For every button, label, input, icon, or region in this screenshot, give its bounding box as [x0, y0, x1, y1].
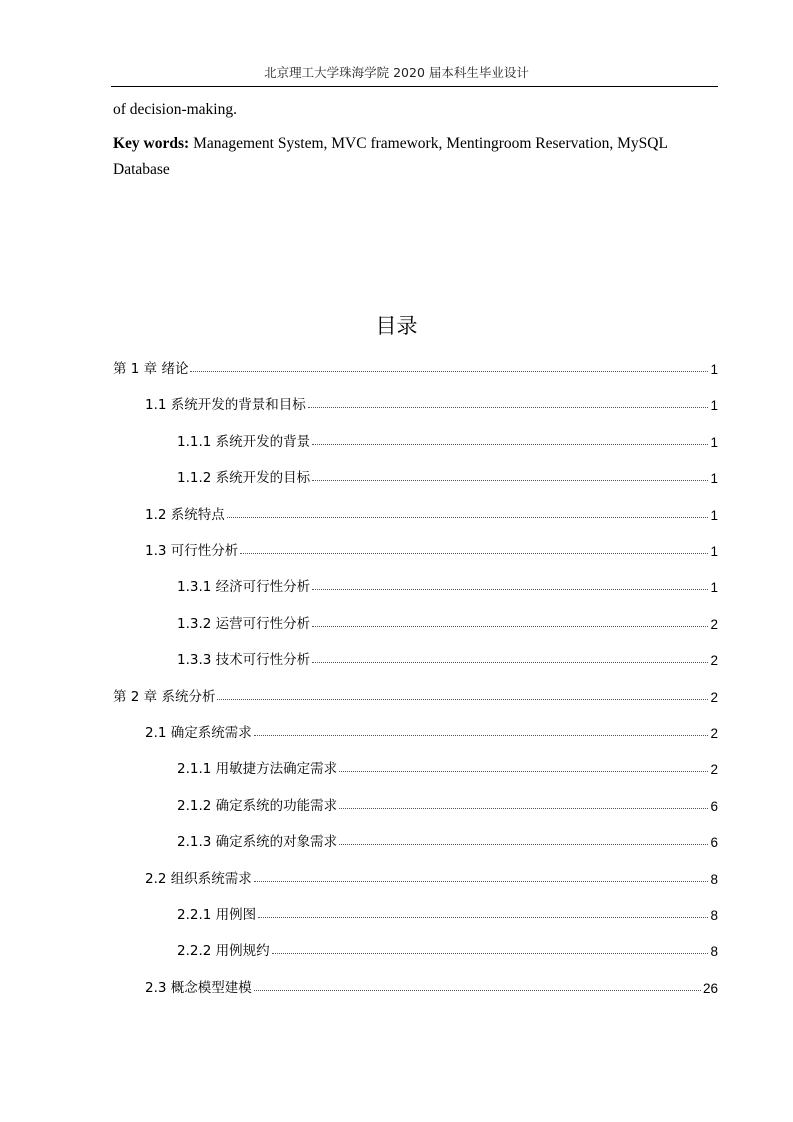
toc-dot-leader	[339, 771, 708, 772]
toc-entry-title: 第 1 章 绪论	[113, 361, 189, 377]
toc-entry-page: 1	[710, 398, 718, 414]
keywords-paragraph	[113, 131, 713, 183]
toc-dot-leader	[339, 844, 708, 845]
toc-dot-leader	[240, 553, 708, 554]
toc-dot-leader	[312, 444, 708, 445]
toc-entry-title: 1.2 系统特点	[145, 506, 225, 523]
toc-entry[interactable]	[113, 683, 718, 705]
header-rule	[111, 86, 718, 87]
toc-dot-leader	[308, 407, 709, 408]
toc-entry[interactable]	[177, 428, 718, 450]
toc-entry-page: 1	[710, 507, 718, 523]
toc-entry-page: 2	[710, 689, 718, 705]
toc-dot-leader	[190, 371, 708, 372]
toc-entry[interactable]	[113, 355, 718, 377]
toc-entry-page: 1	[710, 580, 718, 596]
abstract-tail: of decision-making.	[113, 101, 237, 118]
toc-entry-page: 2	[710, 726, 718, 741]
keywords-label: Key words:	[113, 135, 190, 152]
toc-entry-page: 26	[702, 980, 718, 996]
keywords-text: Management System, MVC framework, Mentingroom Reservation, MySQL Database	[113, 135, 668, 178]
toc-dot-leader	[254, 735, 709, 736]
toc-entry-title: 1.3 可行性分析	[145, 543, 239, 559]
toc-dot-leader	[258, 917, 708, 918]
toc-entry-page: 8	[710, 871, 718, 887]
toc-entry-title: 2.2.1 用例图	[177, 907, 257, 923]
toc-entry-page: 6	[710, 835, 718, 851]
toc-entry-page: 1	[710, 434, 718, 450]
toc-entry-page: 1	[710, 362, 718, 377]
toc-entry-page: 1	[710, 544, 718, 559]
toc-dot-leader	[254, 881, 709, 882]
toc-entry[interactable]	[177, 792, 718, 814]
page-header: 北京理工大学珠海学院 2020 届本科生毕业设计	[264, 65, 529, 80]
toc-entry-title: 2.1.1 用敏捷方法确定需求	[177, 761, 338, 778]
toc-title: 目录	[375, 314, 418, 338]
toc-entry[interactable]	[177, 828, 718, 850]
toc-entry-title: 2.1 确定系统需求	[145, 725, 252, 741]
toc-entry-title: 2.3 概念模型建模	[145, 979, 252, 996]
toc-dot-leader	[312, 662, 708, 663]
toc-dot-leader	[254, 990, 701, 991]
toc-entry-page: 8	[710, 944, 718, 960]
toc-entry-title: 2.2.2 用例规约	[177, 943, 270, 960]
toc-dot-leader	[339, 808, 708, 809]
toc-entry[interactable]	[177, 937, 718, 959]
toc-entry-page: 1	[710, 471, 718, 487]
toc-entry-title: 2.2 组织系统需求	[145, 870, 252, 887]
toc-entry-title: 第 2 章 系统分析	[113, 688, 216, 705]
toc-entry[interactable]	[177, 755, 718, 777]
toc-entry[interactable]	[145, 974, 718, 996]
toc-dot-leader	[272, 953, 709, 954]
toc-entry-page: 6	[710, 798, 718, 814]
toc-entry[interactable]	[177, 573, 718, 595]
toc-entry[interactable]	[177, 610, 718, 632]
toc-entry-title: 1.1.1 系统开发的背景	[177, 433, 311, 450]
toc-entry-title: 1.1.2 系统开发的目标	[177, 470, 311, 487]
toc-dot-leader	[312, 589, 708, 590]
toc-entry-page: 2	[710, 653, 718, 669]
toc-entry[interactable]	[145, 391, 718, 413]
toc-entry-title: 1.3.1 经济可行性分析	[177, 579, 311, 596]
toc-entry-page: 2	[710, 616, 718, 632]
toc-entry-page: 2	[710, 762, 718, 778]
toc-entry[interactable]	[177, 901, 718, 923]
toc-entry[interactable]	[177, 646, 718, 668]
toc-entry-title: 1.3.3 技术可行性分析	[177, 652, 311, 669]
toc-entry-title: 1.3.2 运营可行性分析	[177, 615, 311, 632]
toc-entry[interactable]	[145, 719, 718, 741]
toc-entry-page: 8	[710, 908, 718, 923]
toc-entry[interactable]	[145, 501, 718, 523]
toc-dot-leader	[227, 517, 709, 518]
toc-dot-leader	[312, 480, 708, 481]
toc-entry-title: 1.1 系统开发的背景和目标	[145, 397, 306, 414]
toc-dot-leader	[312, 626, 708, 627]
toc-entry-title: 2.1.2 确定系统的功能需求	[177, 797, 338, 814]
toc-entry[interactable]	[145, 865, 718, 887]
toc-entry-title: 2.1.3 确定系统的对象需求	[177, 834, 338, 851]
toc-entry[interactable]	[177, 464, 718, 486]
toc-entry[interactable]	[145, 537, 718, 559]
toc-dot-leader	[217, 699, 708, 700]
